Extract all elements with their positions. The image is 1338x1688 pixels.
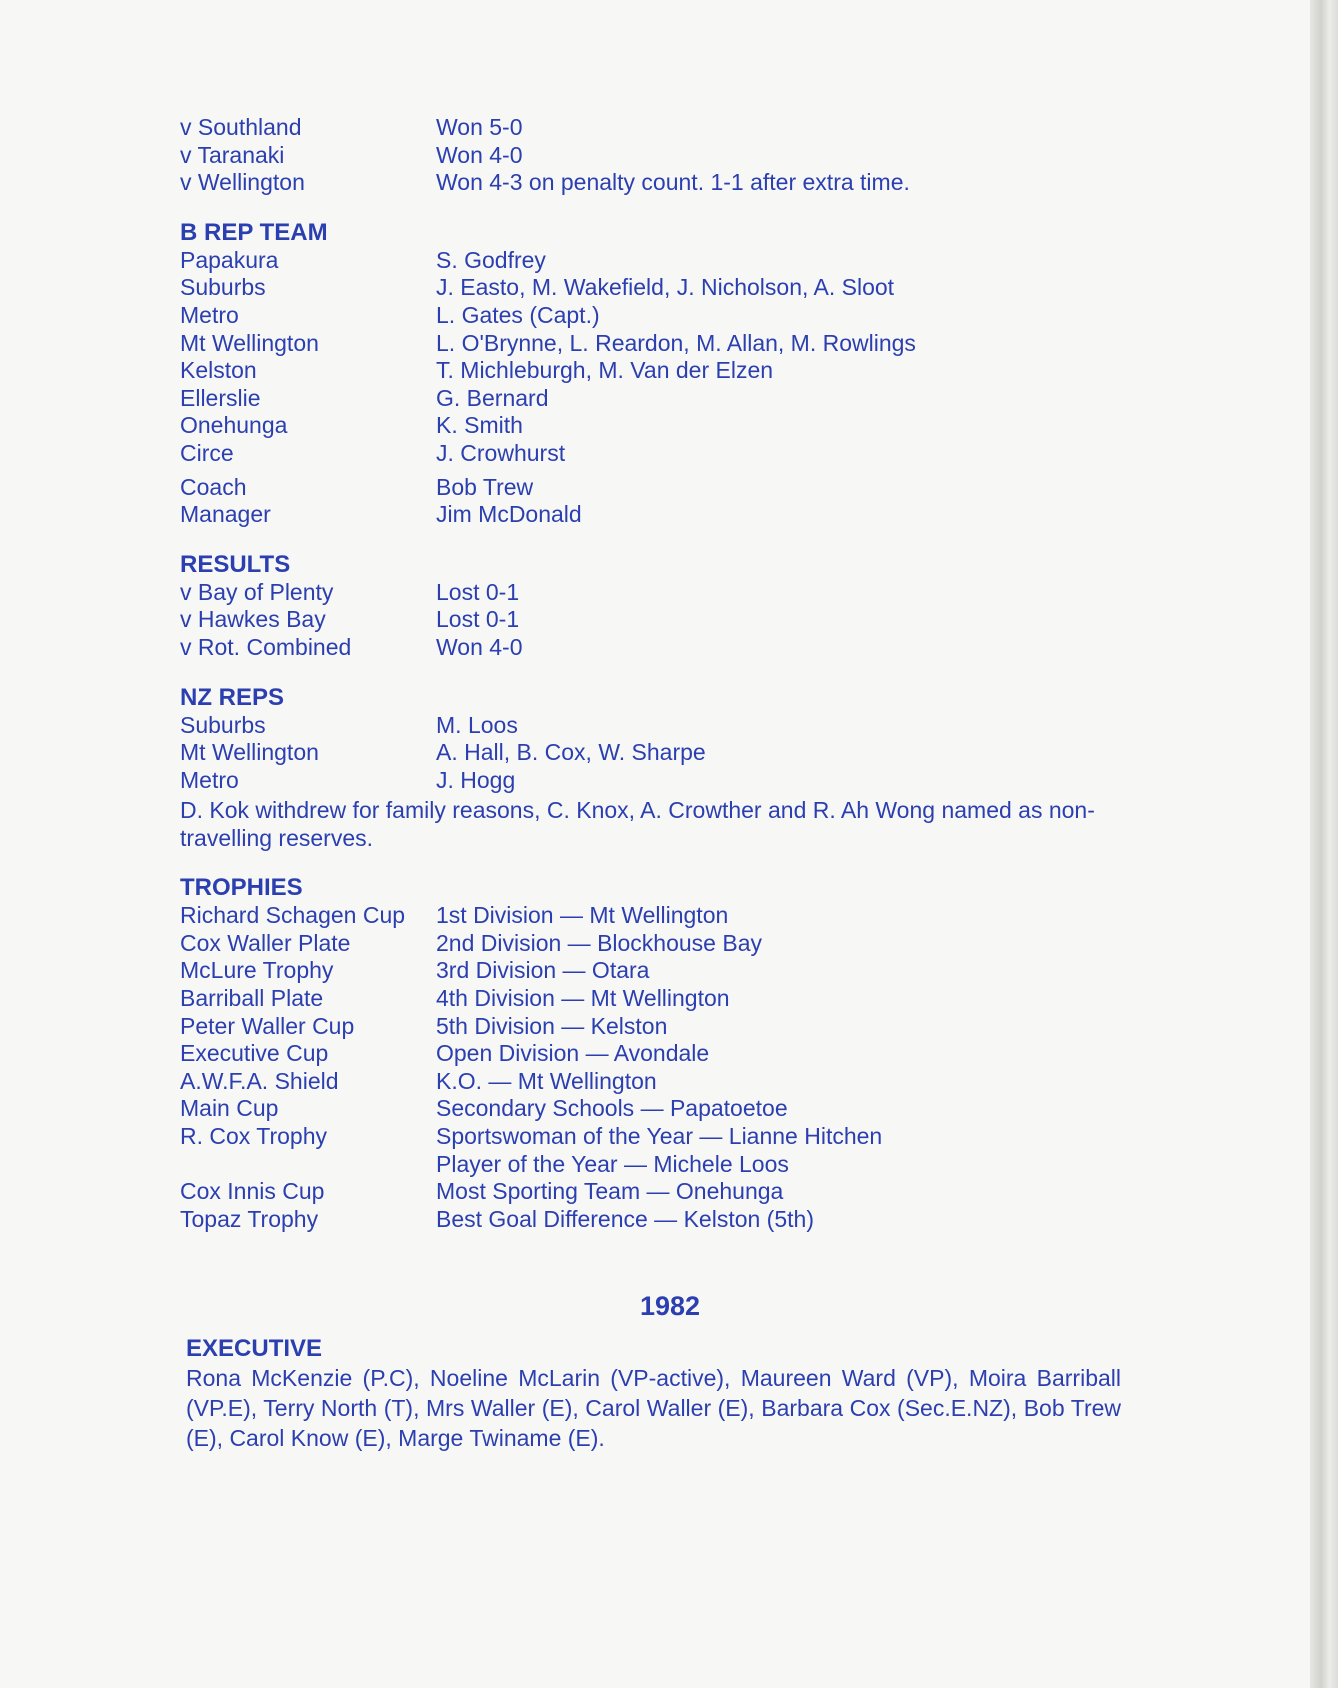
trophy-row: Executive Cup Open Division — Avondale [180,1040,710,1067]
trophy-row: Cox Waller Plate 2nd Division — Blockhouse Bay [180,929,762,956]
staff-row: Coach Bob Trew [180,473,534,500]
trophy-row: A.W.F.A. Shield K.O. — Mt Wellington [180,1067,657,1094]
result-row: v Taranaki Won 4-0 [180,141,523,168]
page-edge [1310,0,1338,1688]
result-row: v Wellington Won 4-3 on penalty count. 1-1 after extra time. [180,169,910,196]
trophies-heading: TROPHIES [180,874,303,902]
staff-row: Manager Jim McDonald [180,501,582,528]
trophy-row: Main Cup Secondary Schools — Papatoetoe [180,1095,788,1122]
result-row: v Southland Won 5-0 [180,114,523,140]
trophy-row: Peter Waller Cup 5th Division — Kelston [180,1012,668,1039]
team-row: Suburbs M. Loos [180,711,518,738]
nz-reps-heading: NZ REPS [180,683,285,711]
top-results [180,114,1120,197]
team-row: Papakura S. Godfrey [180,246,546,273]
trophy-row: Barriball Plate 4th Division — Mt Wellington [180,985,730,1012]
team-row: Onehunga K. Smith [180,412,523,439]
team-row: Suburbs J. Easto, M. Wakefield, J. Nicholson, A. Sloot [180,274,895,301]
b-rep-heading: B REP TEAM [180,218,328,246]
team-row: Metro L. Gates (Capt.) [180,301,600,328]
document-page [180,114,1120,1453]
trophy-row: R. Cox Trophy Sportswoman of the Year — Lianne Hitchen [180,1123,883,1150]
nz-reps-note: D. Kok withdrew for family reasons, C. Knox, A. Crowther and R. Ah Wong named as non-travelling reserves. [180,797,1095,852]
results-section [180,551,1120,662]
b-rep-team-section [180,219,1120,529]
trophy-row: Player of the Year — Michele Loos [436,1150,789,1177]
team-row: Mt Wellington A. Hall, B. Cox, W. Sharpe [180,739,706,766]
team-row: Kelston T. Michleburgh, M. Van der Elzen [180,357,774,384]
trophy-row: Topaz Trophy Best Goal Difference — Kelston (5th) [180,1205,814,1232]
executive-heading: EXECUTIVE [186,1335,323,1362]
year-heading: 1982 [639,1291,701,1322]
trophies-section [180,874,1120,1233]
team-row: Ellerslie G. Bernard [180,384,549,411]
nz-reps-section [180,684,1120,853]
result-row: v Hawkes Bay Lost 0-1 [180,606,520,633]
result-row: v Rot. Combined Won 4-0 [180,633,523,660]
results-heading: RESULTS [180,550,291,578]
trophy-row: Cox Innis Cup Most Sporting Team — Onehunga [180,1178,784,1205]
executive-list: Rona McKenzie (P.C), Noeline McLarin (VP-active), Maureen Ward (VP), Moira Barriball (VP.E), Terry North (T), Mrs Waller (E), Carol Waller (E), Barbara Cox (Sec.E.NZ), Bob Trew (E), Carol Know (E), Marge Twiname (E). [186,1365,1121,1451]
result-row: v Bay of Plenty Lost 0-1 [180,578,520,605]
team-row: Mt Wellington L. O'Brynne, L. Reardon, M. Allan, M. Rowlings [180,329,916,356]
trophy-row: Richard Schagen Cup 1st Division — Mt Wellington [180,902,729,929]
team-row: Metro J. Hogg [180,766,516,793]
trophy-row: McLure Trophy 3rd Division — Otara [180,957,650,984]
team-row: Circe J. Crowhurst [180,439,566,466]
